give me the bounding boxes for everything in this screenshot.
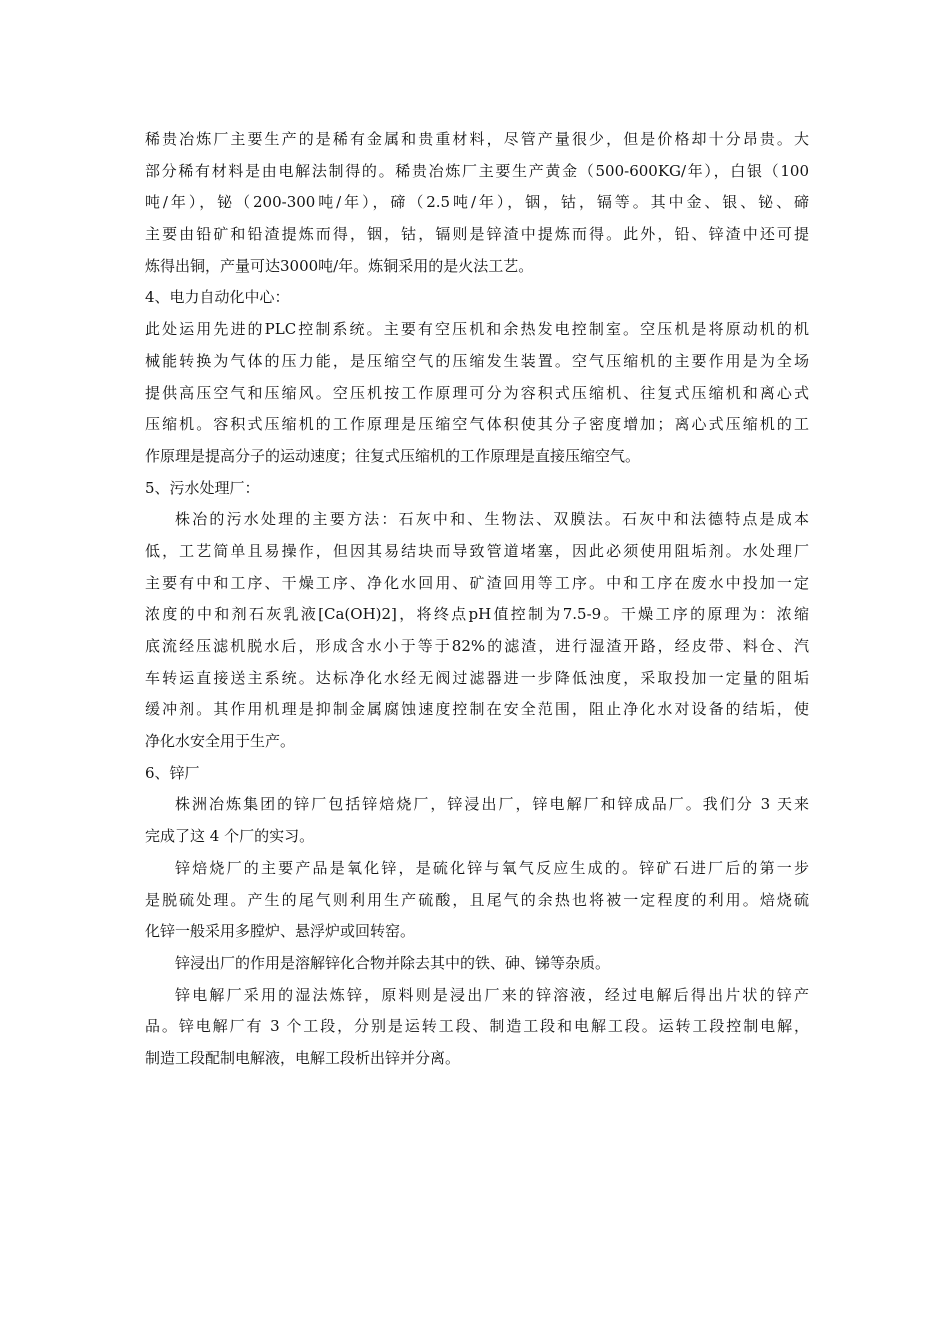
- text-line: 是脱硫处理。产生的尾气则利用生产硫酸，且尾气的余热也将被一定程度的利用。焙烧硫: [145, 890, 809, 909]
- text-line: 作原理是提高分子的运动速度；往复式压缩机的工作原理是直接压缩空气。: [145, 446, 641, 465]
- document-page: [145, 124, 809, 1075]
- text-line: 锌电解厂采用的湿法炼锌，原料则是浸出厂来的锌溶液，经过电解后得出片状的锌产: [175, 985, 809, 1004]
- text-line: 主要有中和工序、干燥工序、净化水回用、矿渣回用等工序。中和工序在废水中投加一定: [145, 573, 809, 592]
- text-line: 缓冲剂。其作用机理是抑制金属腐蚀速度控制在安全范围，阻止净化水对设备的结垢，使: [145, 700, 809, 719]
- text-line: 浓度的中和剂石灰乳液[Ca(OH)2]，将终点pH值控制为7.5-9。干燥工序的原理为：浓缩: [145, 605, 809, 624]
- text-line: 锌浸出厂的作用是溶解锌化合物并除去其中的铁、砷、锑等杂质。: [175, 953, 611, 972]
- text-line: 车转运直接送主系统。达标净化水经无阀过滤器进一步降低浊度，采取投加一定量的阻垢: [145, 668, 809, 687]
- text-line: 械能转换为气体的压力能，是压缩空气的压缩发生装置。空气压缩机的主要作用是为全场: [145, 351, 809, 370]
- text-line: 株洲冶炼集团的锌厂包括锌焙烧厂，锌浸出厂，锌电解厂和锌成品厂。我们分 3 天来: [175, 795, 809, 814]
- text-line: 压缩机。容积式压缩机的工作原理是压缩空气体积使其分子密度增加；离心式压缩机的工: [145, 415, 809, 434]
- text-line: 主要由铅矿和铅渣提炼而得，铟，钴，镉则是锌渣中提炼而得。此外，铅、锌渣中还可提: [145, 225, 809, 244]
- text-line: 化锌一般采用多膛炉、悬浮炉或回转窑。: [145, 922, 416, 941]
- text-line: 低，工艺简单且易操作，但因其易结块而导致管道堵塞，因此必须使用阻垢剂。水处理厂: [145, 541, 809, 560]
- text-line: 部分稀有材料是由电解法制得的。稀贵冶炼厂主要生产黄金（500-600KG/年），白银（100: [145, 161, 809, 180]
- section-heading: 4、电力自动化中心：: [145, 288, 290, 307]
- text-line: 提供高压空气和压缩风。空压机按工作原理可分为容积式压缩机、往复式压缩机和离心式: [145, 383, 809, 402]
- text-line: 此处运用先进的PLC控制系统。主要有空压机和余热发电控制室。空压机是将原动机的机: [145, 320, 809, 339]
- text-line: 株冶的污水处理的主要方法：石灰中和、生物法、双膜法。石灰中和法德特点是成本: [175, 510, 809, 529]
- text-line: 锌焙烧厂的主要产品是氧化锌，是硫化锌与氧气反应生成的。锌矿石进厂后的第一步: [175, 858, 809, 877]
- section-heading: 6、锌厂: [145, 763, 200, 782]
- text-line: 品。锌电解厂有 3 个工段，分别是运转工段、制造工段和电解工段。运转工段控制电解，: [145, 1017, 809, 1036]
- text-line: 完成了这 4 个厂的实习。: [145, 827, 315, 846]
- text-line: 制造工段配制电解液，电解工段析出锌并分离。: [145, 1048, 461, 1067]
- text-line: 炼得出铜，产量可达3000吨/年。炼铜采用的是火法工艺。: [145, 256, 534, 275]
- text-line: 底流经压滤机脱水后，形成含水小于等于82%的滤渣，进行湿渣开路，经皮带、料仓、汽: [145, 637, 809, 655]
- text-line: 吨/年），铋（200-300吨/年），碲（2.5吨/年），铟，钴，镉等。其中金、银、铋、碲: [145, 193, 809, 212]
- text-line: 稀贵冶炼厂主要生产的是稀有金属和贵重材料，尽管产量很少，但是价格却十分昂贵。大: [145, 130, 809, 148]
- section-heading: 5、污水处理厂：: [145, 478, 260, 497]
- text-line: 净化水安全用于生产。: [145, 732, 296, 751]
